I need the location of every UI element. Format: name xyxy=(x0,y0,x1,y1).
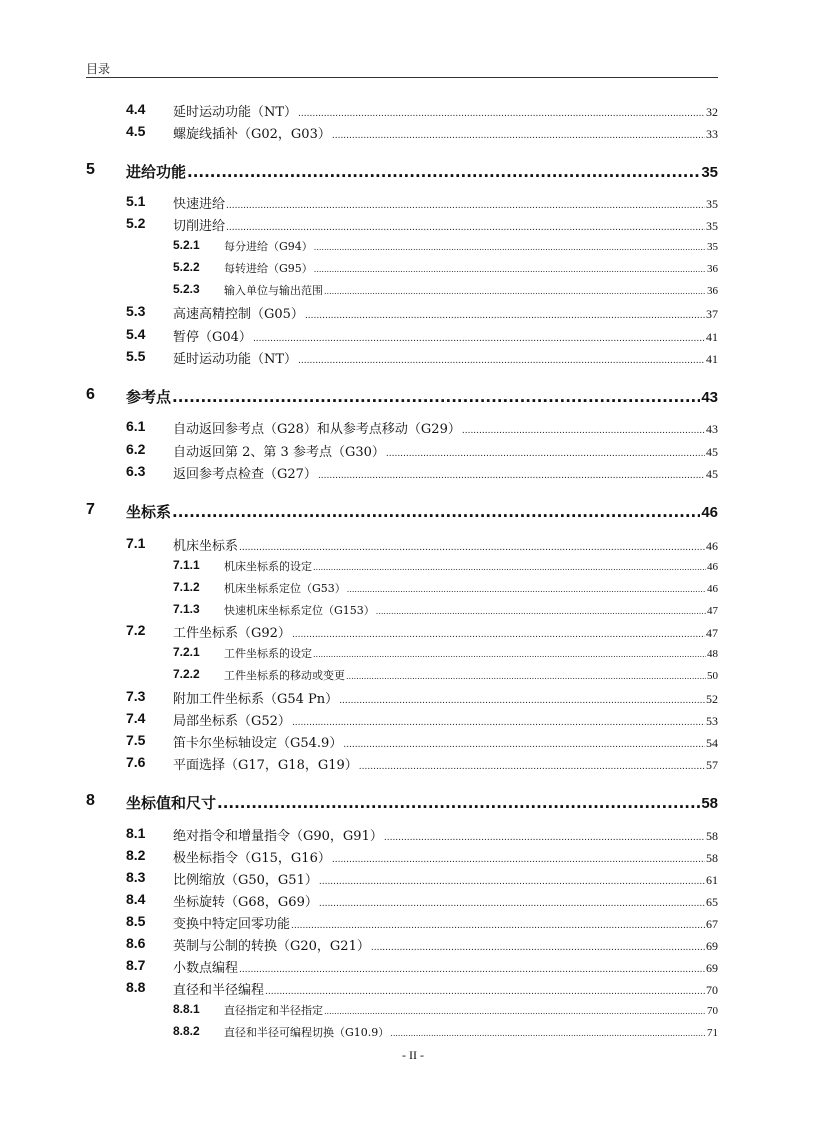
toc-entry-title-line xyxy=(224,558,718,574)
toc-entry-page: 46 xyxy=(707,561,718,573)
toc-entry-title-line xyxy=(224,282,718,298)
toc-entry-page: 35 xyxy=(706,219,718,233)
toc-entry-title: 比例缩放（G50，G51） xyxy=(173,873,318,888)
toc-entry-page: 47 xyxy=(707,605,718,617)
toc-entry-number: 6.3 xyxy=(126,463,146,479)
toc-dot-leader xyxy=(371,943,705,953)
toc-entry-5-3[interactable] xyxy=(0,303,826,323)
toc-entry-number: 8.3 xyxy=(126,869,146,885)
toc-entry-title-line xyxy=(224,602,718,618)
toc-entry-number: 5.5 xyxy=(126,348,146,364)
toc-entry-title: 快速进给 xyxy=(173,197,226,212)
toc-dot-leader xyxy=(390,1029,706,1038)
toc-entry-8-6[interactable] xyxy=(0,935,826,955)
toc-entry-number: 5.3 xyxy=(126,303,146,319)
toc-dot-leader xyxy=(314,243,706,252)
toc-dot-leader xyxy=(298,109,705,119)
toc-entry-page: 41 xyxy=(706,352,718,366)
toc-entry-title: 高速高精控制（G05） xyxy=(173,307,304,322)
toc-entry-8-2[interactable] xyxy=(0,847,826,867)
toc-dot-leader xyxy=(319,899,705,909)
toc-entry-title: 机床坐标系 xyxy=(173,539,239,554)
toc-entry-number: 7.2.2 xyxy=(173,667,200,681)
toc-entry-title: 自动返回第 2、第 3 参考点（G30） xyxy=(173,445,385,460)
toc-dot-leader xyxy=(376,607,706,616)
toc-entry-title-line xyxy=(224,238,718,254)
toc-entry-page: 50 xyxy=(707,670,718,682)
toc-entry-number: 7.2.1 xyxy=(173,645,200,659)
toc-entry-8-8-2[interactable] xyxy=(0,1024,826,1042)
toc-entry-5-4[interactable] xyxy=(0,326,826,346)
toc-entry-5-2-3[interactable] xyxy=(0,282,826,300)
toc-entry-4-5[interactable] xyxy=(0,123,826,143)
toc-entry-number: 8.1 xyxy=(126,825,146,841)
toc-entry-title-line xyxy=(126,501,718,522)
toc-dot-leader xyxy=(319,877,705,887)
toc-entry-5-1[interactable] xyxy=(0,193,826,213)
toc-entry-title: 快速机床坐标系定位（G153） xyxy=(224,604,375,617)
toc-entry-title-line xyxy=(173,732,718,751)
toc-entry-page: 35 xyxy=(701,164,718,181)
toc-entry-title-line xyxy=(224,260,718,276)
toc-entry-title: 参考点 xyxy=(126,388,172,406)
toc-entry-title: 进给功能 xyxy=(126,163,187,181)
toc-entry-page: 58 xyxy=(706,829,718,843)
toc-dot-leader xyxy=(324,1007,706,1016)
toc-entry-title: 直径指定和半径指定 xyxy=(224,1004,323,1017)
toc-entry-7-5[interactable] xyxy=(0,732,826,752)
toc-entry-page: 43 xyxy=(701,389,718,406)
toc-entry-number: 8.8.1 xyxy=(173,1002,200,1016)
toc-entry-number: 8.6 xyxy=(126,935,146,951)
toc-entry-title-line xyxy=(173,957,718,976)
toc-entry-7-2[interactable] xyxy=(0,622,826,642)
toc-dot-leader xyxy=(265,987,705,997)
toc-dot-leader xyxy=(332,855,705,865)
toc-entry-number: 7.1 xyxy=(126,535,146,551)
toc-dot-leader xyxy=(172,503,700,521)
toc-entry-title: 输入单位与输出范围 xyxy=(224,284,323,297)
toc-entry-page: 46 xyxy=(706,539,718,553)
toc-dot-leader xyxy=(292,630,705,640)
toc-entry-title: 机床坐标系的设定 xyxy=(224,560,312,573)
toc-entry-page: 58 xyxy=(706,851,718,865)
toc-entry-title-line xyxy=(173,979,718,998)
toc-entry-page: 35 xyxy=(706,197,718,211)
toc-entry-title: 返回参考点检查（G27） xyxy=(173,467,317,482)
toc-entry-8-8[interactable] xyxy=(0,979,826,999)
toc-entry-number: 6.2 xyxy=(126,441,146,457)
toc-entry-page: 36 xyxy=(707,285,718,297)
toc-entry-number: 7.4 xyxy=(126,710,146,726)
toc-entry-title-line xyxy=(173,913,718,932)
toc-entry-title: 每分进给（G94） xyxy=(224,240,313,253)
toc-dot-leader xyxy=(305,311,705,321)
toc-entry-7-2-1[interactable] xyxy=(0,645,826,663)
toc-entry-page: 46 xyxy=(701,504,718,521)
toc-entry-title: 延时运动功能（NT） xyxy=(173,352,298,367)
toc-entry-page: 65 xyxy=(706,895,718,909)
toc-entry-title: 局部坐标系（G52） xyxy=(173,714,291,729)
toc-entry-title: 小数点编程 xyxy=(173,961,239,976)
toc-dot-leader xyxy=(217,794,700,812)
toc-entry-number: 8.2 xyxy=(126,847,146,863)
toc-entry-8[interactable] xyxy=(0,792,826,816)
toc-entry-title-line xyxy=(173,710,718,729)
toc-entry-number: 6.1 xyxy=(126,418,146,434)
toc-entry-title: 变换中特定回零功能 xyxy=(173,917,291,932)
toc-entry-number: 8.8.2 xyxy=(173,1024,200,1038)
toc-dot-leader xyxy=(239,965,705,975)
toc-entry-page: 37 xyxy=(706,307,718,321)
toc-entry-page: 43 xyxy=(706,422,718,436)
toc-entry-title-line xyxy=(173,935,718,954)
toc-entry-title-line xyxy=(126,792,718,813)
toc-entry-8-1[interactable] xyxy=(0,825,826,845)
toc-entry-title: 直径和半径可编程切换（G10.9） xyxy=(224,1026,390,1039)
toc-entry-number: 8.4 xyxy=(126,891,146,907)
toc-dot-leader xyxy=(339,696,705,706)
toc-entry-title: 工件坐标系（G92） xyxy=(173,626,291,641)
toc-entry-title: 坐标值和尺寸 xyxy=(126,794,217,812)
toc-entry-page: 69 xyxy=(706,961,718,975)
toc-entry-title: 工件坐标系的设定 xyxy=(224,647,312,660)
toc-dot-leader xyxy=(462,426,705,436)
toc-entry-page: 35 xyxy=(707,241,718,253)
toc-entry-page: 46 xyxy=(707,583,718,595)
toc-dot-leader xyxy=(187,163,700,181)
toc-dot-leader xyxy=(324,287,706,296)
toc-entry-title-line xyxy=(173,754,718,773)
toc-entry-number: 5.2.3 xyxy=(173,282,200,296)
toc-entry-5-2-1[interactable] xyxy=(0,238,826,256)
toc-entry-7[interactable] xyxy=(0,501,826,525)
toc-entry-7-1-1[interactable] xyxy=(0,558,826,576)
toc-entry-page: 48 xyxy=(707,648,718,660)
toc-entry-title-line xyxy=(173,101,718,120)
toc-entry-page: 41 xyxy=(706,330,718,344)
toc-dot-leader xyxy=(239,543,705,553)
toc-entry-title-line xyxy=(173,535,718,554)
toc-entry-8-7[interactable] xyxy=(0,957,826,977)
toc-entry-number: 8.8 xyxy=(126,979,146,995)
toc-entry-page: 45 xyxy=(706,467,718,481)
toc-entry-title-line xyxy=(173,348,718,367)
toc-entry-page: 69 xyxy=(706,939,718,953)
toc-entry-page: 33 xyxy=(706,127,718,141)
toc-entry-5[interactable] xyxy=(0,161,826,185)
toc-dot-leader xyxy=(298,356,705,366)
toc-dot-leader xyxy=(291,921,705,931)
toc-entry-title-line xyxy=(173,441,718,460)
toc-entry-page: 58 xyxy=(701,795,718,812)
toc-entry-6-3[interactable] xyxy=(0,463,826,483)
toc-entry-number: 6 xyxy=(86,386,95,403)
toc-entry-8-4[interactable] xyxy=(0,891,826,911)
toc-entry-number: 5.1 xyxy=(126,193,146,209)
toc-entry-title: 切削进给 xyxy=(173,219,226,234)
toc-entry-title: 坐标旋转（G68，G69） xyxy=(173,895,318,910)
toc-entry-number: 7.1.1 xyxy=(173,558,200,572)
toc-dot-leader xyxy=(386,449,705,459)
toc-entry-title: 延时运动功能（NT） xyxy=(173,105,298,120)
toc-entry-page: 53 xyxy=(706,714,718,728)
toc-entry-number: 8 xyxy=(86,792,95,809)
toc-entry-title: 工件坐标系的移动或变更 xyxy=(224,669,345,682)
toc-entry-title-line xyxy=(126,386,718,407)
toc-dot-leader xyxy=(332,131,705,141)
toc-entry-page: 54 xyxy=(706,736,718,750)
toc-entry-5-2[interactable] xyxy=(0,215,826,235)
toc-entry-title-line xyxy=(224,1002,718,1018)
toc-dot-leader xyxy=(313,650,706,659)
toc-entry-page: 57 xyxy=(706,758,718,772)
toc-entry-number: 7.2 xyxy=(126,622,146,638)
toc-entry-page: 70 xyxy=(706,983,718,997)
toc-dot-leader xyxy=(226,223,705,233)
toc-dot-leader xyxy=(314,265,706,274)
toc-entry-title: 绝对指令和增量指令（G90，G91） xyxy=(173,829,383,844)
toc-entry-title: 螺旋线插补（G02，G03） xyxy=(173,127,331,142)
toc-entry-title-line xyxy=(173,825,718,844)
toc-entry-title: 暂停（G04） xyxy=(173,330,252,345)
toc-entry-page: 36 xyxy=(707,263,718,275)
toc-entry-5-2-2[interactable] xyxy=(0,260,826,278)
toc-entry-8-8-1[interactable] xyxy=(0,1002,826,1020)
toc-dot-leader xyxy=(253,334,705,344)
toc-entry-title: 平面选择（G17，G18，G19） xyxy=(173,758,358,773)
toc-entry-title-line xyxy=(173,193,718,212)
toc-entry-number: 5.2.1 xyxy=(173,238,200,252)
toc-dot-leader xyxy=(384,833,705,843)
toc-entry-title-line xyxy=(126,161,718,182)
toc-entry-6[interactable] xyxy=(0,386,826,410)
toc-entry-6-2[interactable] xyxy=(0,441,826,461)
toc-entry-number: 5.2.2 xyxy=(173,260,200,274)
toc-entry-page: 71 xyxy=(707,1027,718,1039)
toc-entry-8-3[interactable] xyxy=(0,869,826,889)
toc-entry-number: 8.5 xyxy=(126,913,146,929)
toc-dot-leader xyxy=(318,471,705,481)
toc-entry-page: 52 xyxy=(706,692,718,706)
toc-entry-title-line xyxy=(173,303,718,322)
toc-entry-page: 45 xyxy=(706,445,718,459)
toc-dot-leader xyxy=(313,563,706,572)
toc-entry-page: 61 xyxy=(706,873,718,887)
toc-entry-number: 7.6 xyxy=(126,754,146,770)
toc-entry-title: 每转进给（G95） xyxy=(224,262,313,275)
toc-dot-leader xyxy=(347,585,706,594)
running-header: 目录 xyxy=(86,62,111,76)
toc-entry-page: 70 xyxy=(707,1005,718,1017)
toc-entry-title-line xyxy=(173,869,718,888)
toc-entry-title-line xyxy=(224,667,718,683)
toc-entry-title: 自动返回参考点（G28）和从参考点移动（G29） xyxy=(173,422,461,437)
toc-entry-7-3[interactable] xyxy=(0,688,826,708)
toc-dot-leader xyxy=(226,201,705,211)
toc-entry-number: 7.3 xyxy=(126,688,146,704)
toc-entry-number: 7.5 xyxy=(126,732,146,748)
toc-entry-number: 4.5 xyxy=(126,123,146,139)
toc-entry-title: 极坐标指令（G15，G16） xyxy=(173,851,331,866)
toc-entry-title-line xyxy=(173,215,718,234)
toc-entry-title-line xyxy=(173,326,718,345)
toc-entry-number: 7.1.3 xyxy=(173,602,200,616)
toc-entry-title-line xyxy=(224,1024,718,1040)
toc-entry-page: 32 xyxy=(706,105,718,119)
toc-entry-number: 5 xyxy=(86,161,95,178)
toc-entry-title-line xyxy=(173,688,718,707)
toc-entry-5-5[interactable] xyxy=(0,348,826,368)
toc-entry-title-line xyxy=(173,891,718,910)
toc-dot-leader xyxy=(172,388,700,406)
toc-entry-7-6[interactable] xyxy=(0,754,826,774)
toc-entry-title: 附加工件坐标系（G54 Pn） xyxy=(173,692,339,707)
toc-dot-leader xyxy=(292,718,705,728)
page-number: - II - xyxy=(402,1048,424,1062)
toc-entry-title-line xyxy=(224,580,718,596)
toc-entry-number: 7.1.2 xyxy=(173,580,200,594)
toc-dot-leader xyxy=(343,740,705,750)
toc-entry-number: 4.4 xyxy=(126,101,146,117)
toc-entry-title-line xyxy=(173,123,718,142)
toc-dot-leader xyxy=(359,762,705,772)
toc-entry-4-4[interactable] xyxy=(0,101,826,121)
toc-entry-page: 67 xyxy=(706,917,718,931)
toc-entry-number: 8.7 xyxy=(126,957,146,973)
toc-entry-title: 英制与公制的转换（G20，G21） xyxy=(173,939,370,954)
toc-entry-number: 7 xyxy=(86,501,95,518)
toc-entry-title-line xyxy=(173,418,718,437)
toc-entry-title-line xyxy=(173,847,718,866)
toc-entry-title: 坐标系 xyxy=(126,503,172,521)
toc-entry-title: 直径和半径编程 xyxy=(173,983,265,998)
toc-entry-title-line xyxy=(173,463,718,482)
toc-entry-page: 47 xyxy=(706,626,718,640)
toc-entry-7-1[interactable] xyxy=(0,535,826,555)
toc-entry-title-line xyxy=(173,622,718,641)
toc-entry-7-2-2[interactable] xyxy=(0,667,826,685)
toc-dot-leader xyxy=(346,672,706,681)
toc-entry-title: 笛卡尔坐标轴设定（G54.9） xyxy=(173,736,343,751)
toc-entry-7-1-3[interactable] xyxy=(0,602,826,620)
toc-entry-title: 机床坐标系定位（G53） xyxy=(224,582,346,595)
toc-entry-number: 5.2 xyxy=(126,215,146,231)
toc-entry-7-1-2[interactable] xyxy=(0,580,826,598)
toc-entry-6-1[interactable] xyxy=(0,418,826,438)
toc-entry-7-4[interactable] xyxy=(0,710,826,730)
toc-entry-title-line xyxy=(224,645,718,661)
toc-entry-number: 5.4 xyxy=(126,326,146,342)
toc-entry-8-5[interactable] xyxy=(0,913,826,933)
